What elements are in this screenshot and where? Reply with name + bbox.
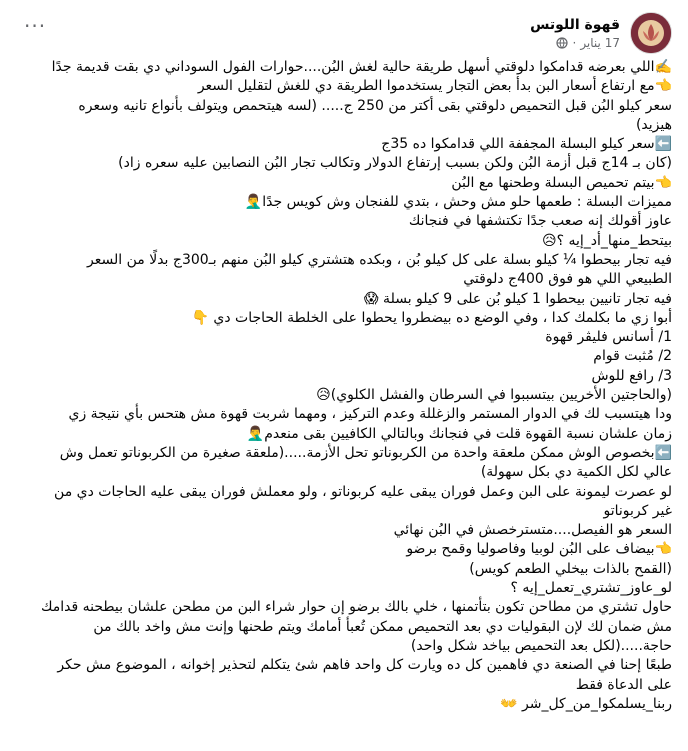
post-text-line: 1/ أسانس فليڤر قهوة — [545, 329, 672, 346]
post-date[interactable]: 17 يناير — [580, 35, 620, 50]
post-text-line: عاوز أقولك إنه صعب جدًا تكتشفها في فنجانك — [408, 213, 672, 230]
page-avatar[interactable] — [630, 12, 672, 54]
post-text-line: غير كربوناتو — [603, 502, 672, 519]
post-text-line: ✍️اللي بعرضه قدامكوا دلوقتي أسهل طريقة حالية لغش البُن....حوارات الفول السوداني دي بقت قديمة جدًا — [51, 59, 672, 75]
post-header — [16, 10, 672, 56]
more-options-icon[interactable]: ··· — [24, 14, 47, 38]
post-text-line: لو_عاوز_تشتري_تعمل_إيه ؟ — [510, 580, 672, 597]
post-text-line: عالي لكل الكمية دي بكل سهولة) — [480, 464, 672, 481]
post-text-line: 3/ رافع للوش — [591, 367, 672, 384]
post-text-line: على الدعاة فقط — [575, 676, 672, 693]
lotus-logo-icon — [631, 13, 671, 53]
post-text-line: ربنا_يسلمكوا_من_كل_شر 👐 — [500, 695, 672, 712]
page-name[interactable]: قهوة اللوتس — [530, 16, 620, 33]
post-text-line: 👈مع ارتفاع أسعار البن بدأ بعض التجار يستخدموا الطريقة دي للغش لتقليل السعر — [197, 78, 672, 95]
post-text-line: لو عصرت ليمونة على البن وعمل فوران يبقى عليه كربوناتو ، ولو معملش فوران يبقى عليه الحاجات دي من — [54, 483, 672, 500]
post-text-line: 2/ مُثبت قوام — [593, 348, 672, 365]
post-text-line: طبعًا إحنا في الصنعة دي فاهمين كل ده ويارت كل واحد فاهم شئ يتكلم لتحذير إخوانه ، الموضوع مش حكر — [57, 657, 672, 674]
post-text-line: (كان بـ 14ج قبل أزمة البُن ولكن بسبب إرتفاع الدولار وتكالب تجار البُن النصابين عليه سعره زاد) — [118, 155, 672, 172]
post-text-line: مش ضمان لك لإن البقوليات دي بعد التحميص ممكن تُعبأ أمامك ويتم طحنها وإنت مش واخد بالك من — [93, 618, 672, 635]
post-text-line: ⬅️بخصوص الوش ممكن ملعقة واحدة من الكربوناتو تحل الأزمة.....(ملعقة صغيرة من الكربوناتو تعمل وش — [59, 444, 672, 461]
post-text-line: 👈بيتم تحميص البسلة وطحنها مع البُن — [451, 174, 672, 191]
post-text-line: حاجة.....(لكل بعد التحميص بياخد شكل واحد) — [410, 637, 672, 654]
post-text-line: الطبيعي اللي هو فوق 400ج دلوقتي — [463, 271, 672, 288]
separator-dot: · — [572, 35, 577, 50]
post-text-line: (القمح بالذات بيخلي الطعم كويس) — [469, 560, 672, 577]
post-text-line: ودا هيتسبب لك في الدوار المستمر والزغللة وعدم التركيز ، ومهما شربت قهوة مش هتحس بأي نتيجة زي — [68, 406, 672, 423]
post-text-line: أبوا زي ما بكلمك كدا ، وفي الوضع ده بيضطروا يحطوا على الخلطة الحاجات دي 👇 — [191, 309, 672, 326]
post-subline — [530, 36, 620, 50]
post-text-line: مميزات البسلة : طعمها حلو مش وحش ، بتدي للفنجان وش كويس جدًا🤦‍♂️ — [244, 194, 672, 211]
post-text-line: زمان علشان نسبة القهوة قلت في فنجانك وبالتالي الكافيين بقى منعدم🤦‍♂️ — [246, 425, 672, 442]
post-text-line: سعر كيلو البُن قبل التحميص دلوقتي بقى أكتر من 250 ج..... (لسه هيتحمص ويتولف بأنواع تانيه وسعره — [78, 97, 672, 114]
post-text-line: 👈بيضاف على البُن لوبيا وفاصوليا وقمح برضو — [406, 541, 672, 558]
globe-icon — [556, 37, 568, 49]
post-text-line: حاول تشتري من مطاحن تكون بتأتمنها ، خلي بالك برضو إن حوار شراء البن من مطحن علشان بيطحنه قدامك — [40, 599, 672, 616]
post-text-line: فيه تجار بيحطوا ¼ كيلو بسلة على كل كيلو بُن ، وبكده هتشتري كيلو البُن منهم بـ300ج بدلًا من السعر — [87, 251, 672, 268]
post-text-line: ⬅️سعر كيلو البسلة المجففة اللي قدامكوا ده 35ج — [381, 136, 672, 153]
post-meta — [530, 17, 620, 50]
post-text-line: السعر هو الفيصل....متسترخصش في البُن نهائي — [393, 522, 672, 539]
post-text-line: (والحاجتين الأخريين بيتسببوا في السرطان والفشل الكلوي)😥 — [316, 387, 672, 404]
post-text-line: فيه تجار تانيين بيحطوا 1 كيلو بُن على 9 كيلو بسلة 😱 — [364, 290, 672, 307]
post-text-line: هيزيد) — [635, 116, 672, 133]
post-body — [12, 58, 672, 714]
post-text-line: بيتحط_منها_أد_إيه ؟😥 — [541, 232, 672, 249]
